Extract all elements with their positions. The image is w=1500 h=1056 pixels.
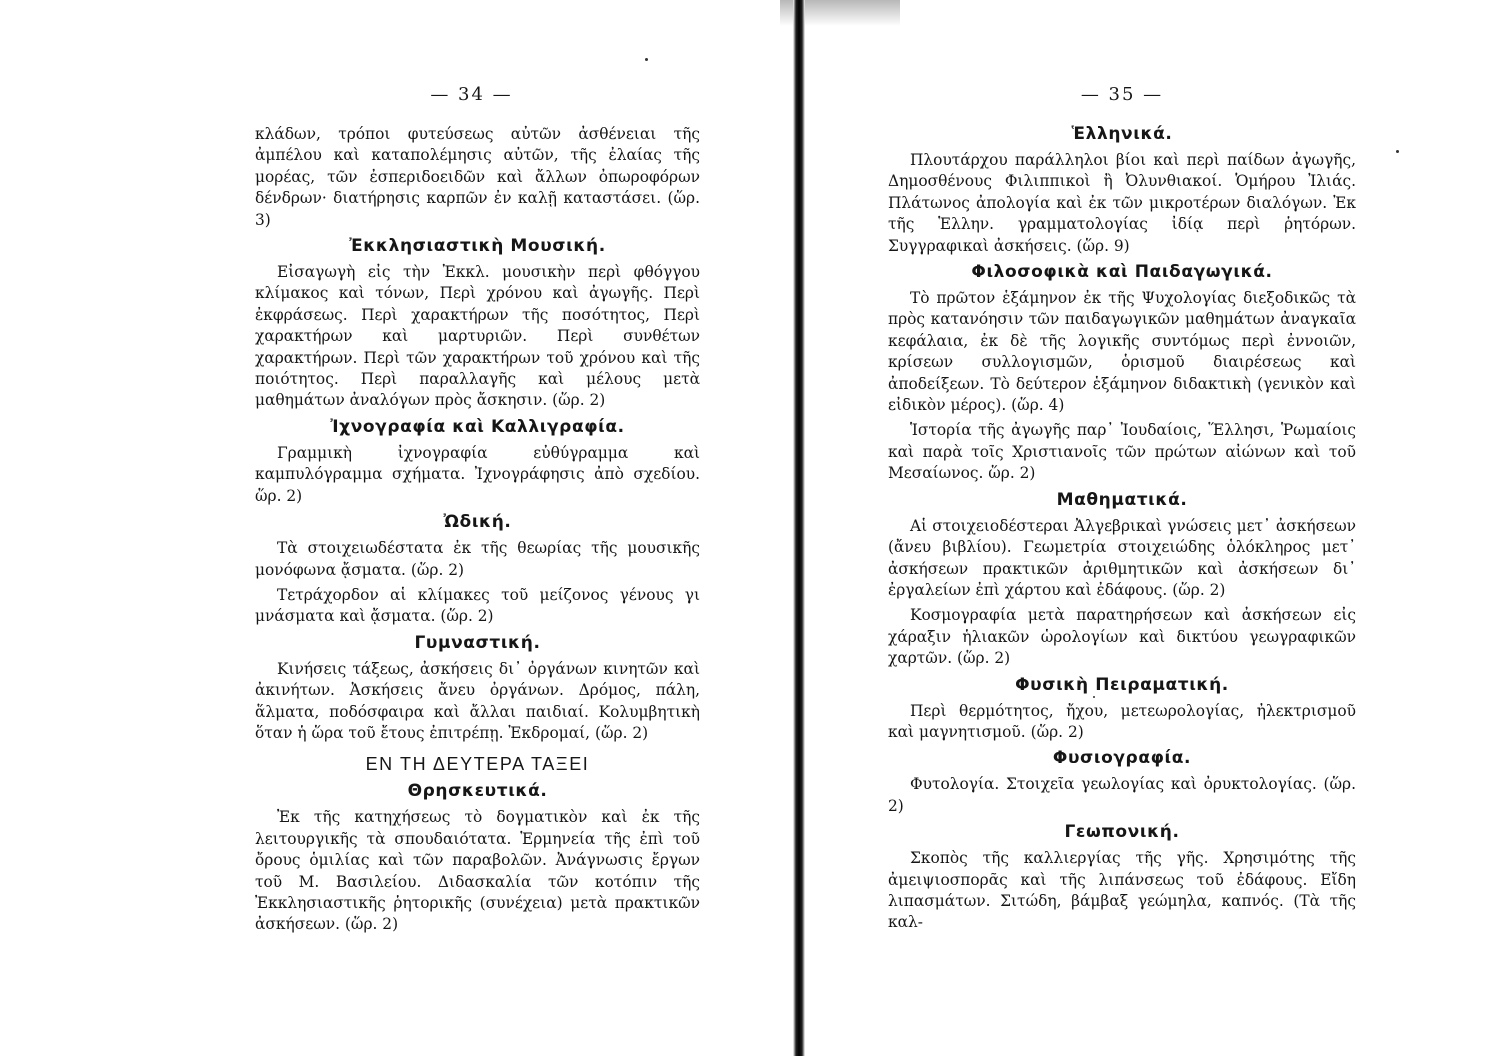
paragraph: Σκοπὸς τῆς καλλιεργίας τῆς γῆς. Χρησιμότης τῆς ἀμειψιοσπορᾶς καὶ τῆς λιπάνσεως τοῦ ἐδάφους. Εἴδη λιπασμάτων. Σιτώδη, βάμβαξ γεώμηλα, καπνός. (Τὰ τῆς καλ- — [888, 849, 1356, 932]
section-heading: Ἑλληνικά. — [1071, 124, 1173, 144]
paragraph: Ἱστορία τῆς ἀγωγῆς παρ᾽ Ἰουδαίοις, Ἕλλησι, Ῥωμαίοις καὶ παρὰ τοῖς Χριστιανοῖς τῶν πρώτων αἰώνων καὶ τοῦ Μεσαίωνος. ὥρ. 2) — [888, 421, 1356, 483]
paragraph: Ἐκ τῆς κατηχήσεως τὸ δογματικὸν καὶ ἐκ τῆς λειτουργικῆς τὰ σπουδαιότατα. Ἑρμηνεία τῆς ἐπὶ τοῦ ὄρους ὁμιλίας καὶ τῶν παραβολῶν. Ἀνάγνωσις ἔργων τοῦ Μ. Βασιλείου. Διδασκαλία τῶν κοτόπιν τῆς Ἐκκλησιαστικῆς ῥητορικῆς (συνέχεια) μετὰ πρακτικῶν ἀσκήσεων. (ὥρ. 2) — [255, 808, 700, 934]
paragraph: Κοσμογραφία μετὰ παρατηρήσεων καὶ ἀσκήσεων εἰς χάραξιν ἡλιακῶν ὡρολογίων καὶ δικτύου γεωγραφικῶν χαρτῶν. (ὥρ. 2) — [888, 606, 1356, 668]
right-page — [888, 84, 1356, 938]
paragraph: Γραμμικὴ ἰχνογραφία εὐθύγραμμα καὶ καμπυλόγραμμα σχήματα. Ἰχνογράφησις ἀπὸ σχεδίου. ὥρ. 2) — [255, 443, 700, 505]
section-heading: Φυσιογραφία. — [1052, 748, 1192, 769]
page-number: — 34 — — [430, 84, 513, 105]
left-page — [255, 84, 700, 940]
section-agriculture — [888, 822, 1356, 934]
section-greek — [888, 124, 1356, 257]
paragraph: Τὰ στοιχειωδέστατα ἐκ τῆς θεωρίας τῆς μουσικῆς μονόφωνα ᾄσματα. (ὥρ. 2) — [255, 539, 700, 579]
section-heading: Ἐκκλησιαστικὴ Μουσική. — [349, 236, 606, 257]
paragraph: Κινήσεις τάξεως, ἀσκήσεις δι᾽ ὀργάνων κινητῶν καὶ ἀκινήτων. Ἀσκήσεις ἄνευ ὀργάνων. Δρόμος, πάλη, ἅλματα, ποδόσφαιρα καὶ ἄλλαι παιδιαί. Κολυμβητικὴ ὅταν ἡ ὥρα τοῦ ἔτους ἐπιτρέπῃ. Ἐκδρομαί, (ὥρ. 2) — [255, 659, 700, 742]
intro-paragraph: κλάδων, τρόποι φυτεύσεως αὐτῶν ἀσθένειαι τῆς ἀμπέλου καὶ καταπολέμησις αὐτῶν, τῆς ἐλαίας τῆς μορέας, τῶν ἐσπεριδοειδῶν καὶ ἄλλων ὀπωροφόρων δένδρων· διατήρησις καρπῶν ἐν καλῇ καταστάσει. (ὥρ. 3) — [255, 125, 700, 229]
paragraph: Αἱ στοιχειοδέστεραι Ἀλγεβρικαὶ γνώσεις μετ᾽ ἀσκήσεων (ἄνευ βιβλίου). Γεωμετρία στοιχειώδης ὁλόκληρος μετ᾽ ἀσκήσεων πρακτικῶν ἀριθμητικῶν καὶ ἀσκήσεων δι᾽ ἐργαλείων ἐπὶ χάρτου καὶ ἐδάφους. (ὥρ. 2) — [888, 516, 1356, 599]
book-spine — [793, 0, 805, 1056]
section-heading: Θρησκευτικά. — [407, 781, 548, 802]
section-heading: Φυσικὴ Πειραματική. — [1015, 674, 1229, 695]
class-heading: ΕΝ ΤΗ ΔΕΥΤΕΡΑ ΤΑΞΕΙ — [365, 754, 590, 775]
section-mathematics — [888, 490, 1356, 670]
paragraph: Φυτολογία. Στοιχεῖα γεωλογίας καὶ ὀρυκτολογίας. (ὥρ. 2) — [888, 775, 1356, 815]
section-gymnastics — [255, 633, 700, 745]
section-religion — [255, 781, 700, 935]
section-heading: Φιλοσοφικὰ καὶ Παιδαγωγικά. — [971, 262, 1273, 283]
section-philosophy — [888, 262, 1356, 485]
section-physics — [888, 675, 1356, 744]
section-heading: Ὠδική. — [443, 512, 512, 533]
paragraph: Τετράχορδον αἱ κλίμακες τοῦ μείζονος γένους γι μνάσματα καὶ ᾄσματα. (ὥρ. 2) — [255, 585, 700, 626]
paragraph: Εἰσαγωγὴ εἰς τὴν Ἐκκλ. μουσικὴν περὶ φθόγγου κλίμακος καὶ τόνων, Περὶ χρόνου καὶ ἀγωγῆς. Περὶ ἐκφράσεως. Περὶ χαρακτήρων τῆς ποσότητος, Περὶ χαρακτήρων καὶ μαρτυριῶν. Περὶ συνθέτων χαρακτήρων. Περὶ τῶν χαρακτήρων τοῦ χρόνου καὶ τῆς ποιότητος. Περὶ παραλλαγῆς καὶ μέλους μετὰ μαθημάτων ἀναλόγων πρὸς ἄσκησιν. (ὥρ. 2) — [255, 263, 700, 410]
page-number: — 35 — — [1080, 84, 1164, 105]
section-drawing — [255, 417, 700, 507]
paragraph: Τὸ πρῶτον ἑξάμηνον ἐκ τῆς Ψυχολογίας διεξοδικῶς τὰ πρὸς κατανόησιν τῶν παιδαγωγικῶν μαθημάτων ἀναγκαῖα κεφάλαια, ἐκ δὲ τῆς λογικῆς συντόμως περὶ ἐννοιῶν, κρίσεων συλλογισμῶν, ὁρισμοῦ διαιρέσεως καὶ ἀποδείξεων. Τὸ δεύτερον ἑξάμηνον διδακτικὴ (γενικὸν καὶ εἰδικὸν μέρος). (ὥρ. 4) — [888, 289, 1356, 415]
section-heading: Γυμναστική. — [414, 632, 541, 653]
section-heading: Μαθηματικά. — [1056, 489, 1188, 510]
paragraph: Περὶ θερμότητος, ἤχου, μετεωρολογίας, ἠλεκτρισμοῦ καὶ μαγνητισμοῦ. (ὥρ. 2) — [888, 701, 1356, 741]
section-heading: Γεωπονική. — [1064, 822, 1180, 843]
section-church-music — [255, 236, 700, 412]
scan-speck — [1093, 696, 1095, 698]
section-singing — [255, 512, 700, 628]
scan-speck — [645, 58, 648, 61]
section-natural-history — [888, 748, 1356, 817]
section-heading: Ἰχνογραφία καὶ Καλλιγραφία. — [330, 416, 625, 437]
paragraph: Πλουτάρχου παράλληλοι βίοι καὶ περὶ παίδων ἀγωγῆς, Δημοσθένους Φιλιππικοὶ ἢ Ὀλυνθιακοί. Ὁμήρου Ἰλιάς. Πλάτωνος ἀπολογία καὶ ἐκ τῶν μικροτέρων διαλόγων. Ἐκ τῆς Ἑλλην. γραμματολογίας ἰδίᾳ περὶ ῥητόρων. Συγγραφικαὶ ἀσκήσεις. (ὥρ. 9) — [888, 151, 1356, 255]
scan-speck — [1396, 150, 1399, 153]
